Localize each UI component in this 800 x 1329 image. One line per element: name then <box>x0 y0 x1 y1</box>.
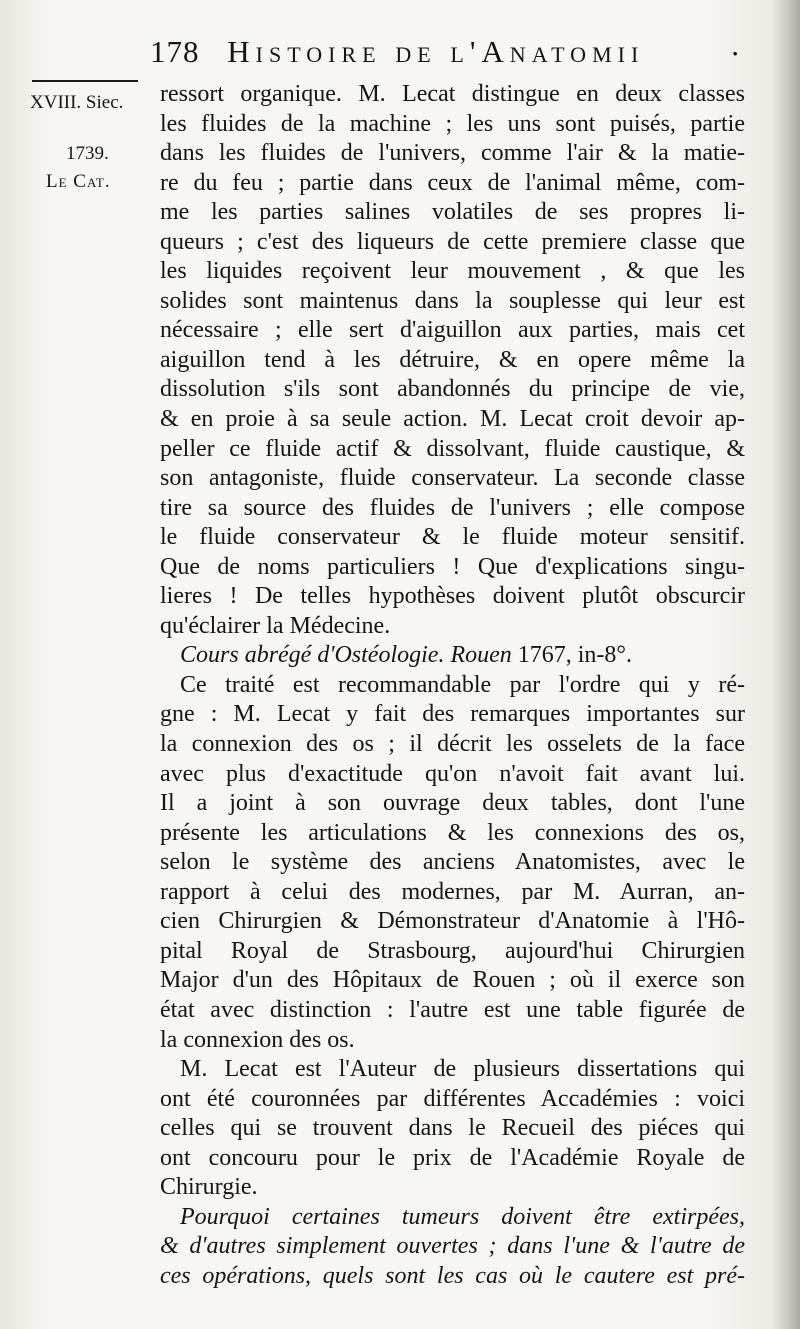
text-line: les fluides de la machine ; les uns sont puisés, partie <box>160 110 745 137</box>
text-line: me les parties salines volatiles de ses propres li- <box>160 199 745 226</box>
text-line: présente les articulations & les connexions des os, <box>160 819 745 846</box>
text-line: re du feu ; partie dans ceux de l'animal même, com- <box>160 169 745 196</box>
text-line: Major d'un des Hôpitaux de Rouen ; où il exerce son <box>160 967 745 994</box>
gutter-shadow <box>772 0 800 1329</box>
text-line: Que de noms particuliers ! Que d'explications singu- <box>160 553 745 580</box>
text-line: queurs ; c'est des liqueurs de cette premiere classe que <box>160 228 745 255</box>
body-text <box>160 80 745 1291</box>
text-line: son antagoniste, fluide conservateur. La seconde classe <box>160 465 745 492</box>
text-line: peller ce fluide actif & dissolvant, fluide caustique, & <box>160 435 745 462</box>
text-line: ont concouru pour le prix de l'Académie Royale de <box>160 1144 745 1171</box>
text-line: les liquides reçoivent leur mouvement , & que les <box>160 258 745 285</box>
text-line: Ce traité est recommandable par l'ordre qui y ré- <box>180 671 745 698</box>
running-head <box>150 34 740 74</box>
text-line: ont été couronnées par différentes Accadémies : voici <box>160 1085 745 1112</box>
text-line: nécessaire ; elle sert d'aiguillon aux parties, mais cet <box>160 317 745 344</box>
running-head-dot: · <box>730 36 741 71</box>
text-line: ressort organique. M. Lecat distingue en deux classes <box>160 81 745 107</box>
text-line: & en proie à sa seule action. M. Lecat croit devoir ap- <box>160 406 745 433</box>
text-line: la connexion des os ; il décrit les osselets de la face <box>160 731 745 758</box>
text-line: selon le système des anciens Anatomistes, avec le <box>160 849 745 876</box>
book-imprint: 1767, in-8°. <box>511 642 633 669</box>
text-line: pital Royal de Strasbourg, aujourd'hui Chirurgien <box>160 937 745 964</box>
text-line: cien Chirurgien & Démonstrateur d'Anatomie à l'Hô- <box>160 908 745 935</box>
text-line: gne : M. Lecat y fait des remarques importantes sur <box>160 701 745 728</box>
text-line: celles qui se trouvent dans le Recueil des piéces qui <box>160 1115 745 1142</box>
text-line: qu'éclairer la Médecine. <box>160 612 391 639</box>
text-line: dans les fluides de l'univers, comme l'air & la matie- <box>160 140 745 167</box>
page-number: 178 <box>150 34 200 69</box>
text-line: le fluide conservateur & le fluide moteur sensitif. <box>160 524 745 551</box>
margin-rule <box>32 80 138 82</box>
text-line: Chirurgie. <box>160 1174 258 1201</box>
text-line: M. Lecat est l'Auteur de plusieurs dissertations qui <box>180 1056 745 1083</box>
running-title: Histoire de l'Anatomii <box>227 34 645 69</box>
text-line: solides sont maintenus dans la souplesse qui leur est <box>160 287 745 314</box>
margin-note-author: Le Cat. <box>46 171 111 192</box>
italic-text-line: ces opérations, quels sont les cas où le cautere est pré- <box>160 1262 745 1289</box>
book-title: Cours abrégé d'Ostéologie. Rouen <box>180 642 512 669</box>
text-line: état avec distinction : l'autre est une table figurée de <box>160 996 745 1023</box>
text-line: lieres ! De telles hypothèses doivent plutôt obscurcir <box>160 583 745 610</box>
text-line: avec plus d'exactitude qu'on n'avoit fait avant lui. <box>160 760 745 787</box>
text-line: la connexion des os. <box>160 1026 355 1053</box>
margin-note-year: 1739. <box>66 143 109 164</box>
margin-note-century: XVIII. Siec. <box>30 92 124 113</box>
text-line: rapport à celui des modernes, par M. Aurran, an- <box>160 878 745 905</box>
book-title-line <box>160 641 745 671</box>
text-line: aiguillon tend à les détruire, & en opere même la <box>160 346 745 373</box>
text-line: tire sa source des fluides de l'univers ; elle compose <box>160 494 745 521</box>
italic-text-line: & d'autres simplement ouvertes ; dans l'une & l'autre de <box>160 1233 745 1260</box>
text-line: dissolution s'ils sont abandonnés du principe de vie, <box>160 376 745 403</box>
text-line: Il a joint à son ouvrage deux tables, dont l'une <box>160 790 745 817</box>
italic-text-line: Pourquoi certaines tumeurs doivent être extirpées, <box>180 1203 745 1230</box>
